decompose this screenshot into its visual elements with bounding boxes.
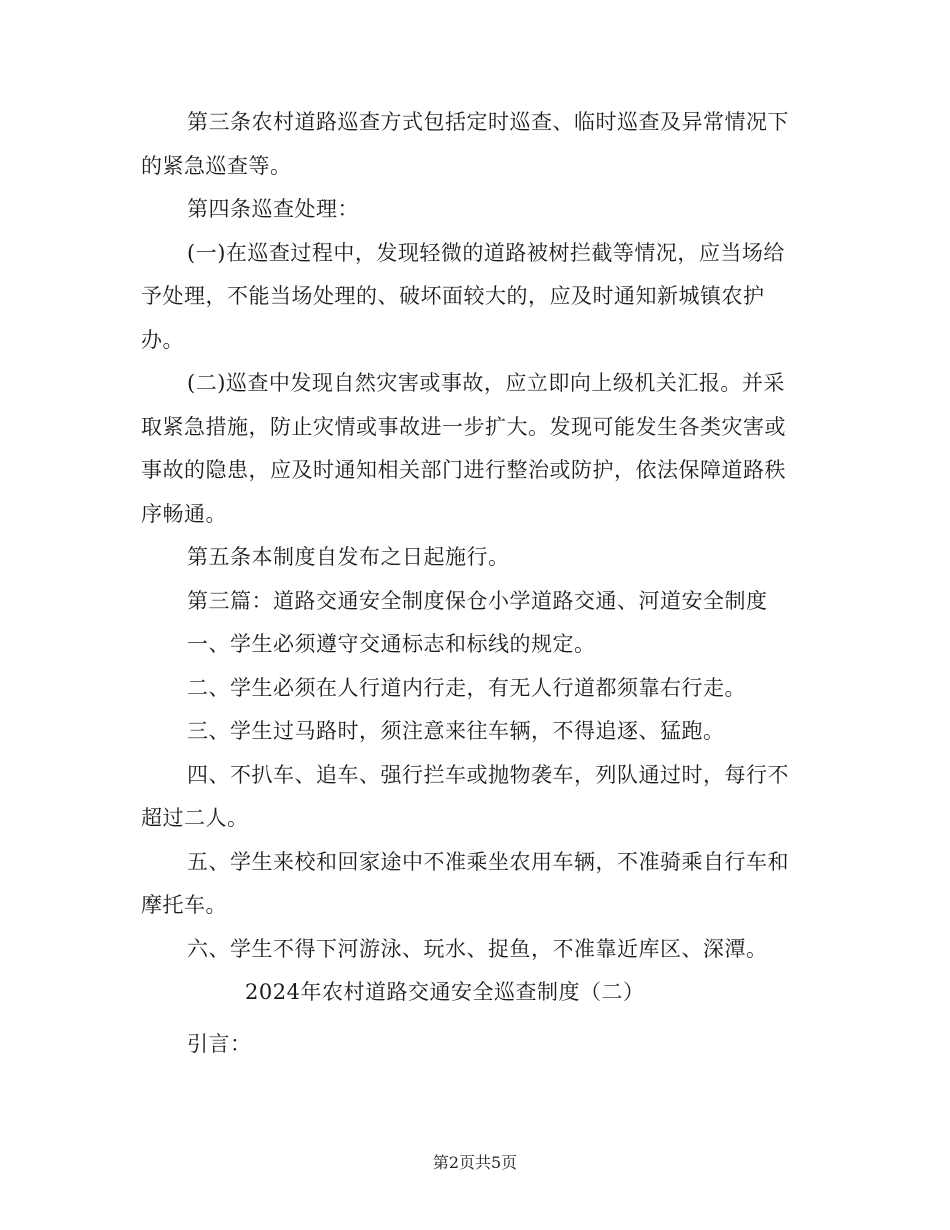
paragraph-rule-6: 六、学生不得下河游泳、玩水、捉鱼，不准靠近库区、深潭。 xyxy=(187,936,768,961)
paragraph-rule-1: 一、学生必须遵守交通标志和标线的规定。 xyxy=(187,632,596,656)
document-body xyxy=(141,101,806,1066)
page-number: 第2页共5页 xyxy=(432,1153,518,1172)
paragraph-article-5: 第五条本制度自发布之日起施行。 xyxy=(187,545,510,569)
section-title: 2024年农村道路交通安全巡查制度（二） xyxy=(245,980,645,1004)
paragraph-article-4-item-1: (一)在巡查过程中，发现轻微的道路被树拦截等情况，应当场给予处理，不能当场处理的、破坏面较大的，应及时通知新城镇农护办。 xyxy=(141,240,785,352)
paragraph-part-3-heading: 第三篇：道路交通安全制度保仓小学道路交通、河道安全制度 xyxy=(187,588,768,613)
paragraph-rule-4: 四、不扒车、追车、强行拦车或抛物袭车，列队通过时，每行不超过二人。 xyxy=(141,762,789,830)
paragraph-rule-2: 二、学生必须在人行道内行走，有无人行道都须靠右行走。 xyxy=(187,675,746,700)
paragraph-rule-5: 五、学生来校和回家途中不准乘坐农用车辆，不准骑乘自行车和摩托车。 xyxy=(141,849,789,917)
paragraph-article-3: 第三条农村道路巡查方式包括定时巡查、临时巡查及异常情况下的紧急巡查等。 xyxy=(141,110,789,178)
intro-label: 引言： xyxy=(187,1031,252,1056)
paragraph-article-4-heading: 第四条巡查处理： xyxy=(187,197,359,221)
page-footer xyxy=(0,1150,950,1173)
paragraph-rule-3: 三、学生过马路时，须注意来往车辆，不得追逐、猛跑。 xyxy=(187,719,725,743)
paragraph-article-4-item-2: (二)巡查中发现自然灾害或事故，应立即向上级机关汇报。并采取紧急措施，防止灾情或事故进一步扩大。发现可能发生各类灾害或事故的隐患，应及时通知相关部门进行整治或防护，依法保障道路秩序畅通。 xyxy=(141,371,786,526)
